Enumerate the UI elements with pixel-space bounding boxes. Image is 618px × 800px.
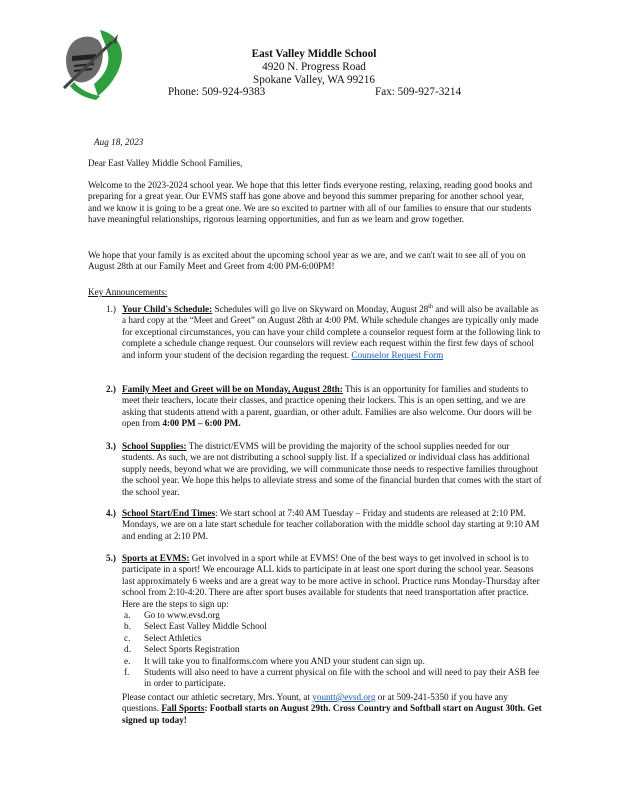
step-text: Select Athletics (144, 632, 202, 643)
school-logo (60, 26, 128, 100)
step-letter: a. (124, 610, 131, 621)
announcement-start-end-times (106, 508, 542, 542)
list-item (122, 633, 542, 644)
contact-text: or at 509-241-5350 if you have any questions. (122, 692, 508, 714)
step-letter: b. (124, 621, 131, 632)
fax-number: Fax: 509-927-3214 (375, 86, 462, 98)
meet-greet-hours: 4:00 PM – 6:00 PM. (162, 418, 241, 429)
step-letter: c. (124, 632, 131, 643)
step-letter: e. (124, 655, 131, 666)
item-title: School Supplies: (122, 441, 187, 451)
list-item (122, 644, 542, 655)
step-letter: d. (124, 644, 131, 655)
superscript: th (428, 303, 433, 310)
list-item (122, 667, 542, 690)
step-letter: f. (124, 667, 130, 678)
step-text: Go to www.evsd.org (144, 610, 220, 621)
item-number: 5.) (106, 553, 116, 563)
step-text: Students will also need to have a current physical on file with the school and will need to pay their ASB fee in order to participate. (144, 667, 540, 689)
sports-contact-paragraph (122, 692, 544, 726)
item-title: Sports at EVMS: (122, 553, 190, 563)
fall-sports-label: Fall Sports (161, 703, 205, 714)
welcome-paragraph: Welcome to the 2023-2024 school year. We hope that this letter finds everyone resting, relaxing, reading good books and preparing for a great year. Our EVMS staff has gone above and beyond this summer preparing for another school year, and we know it is going to be a great one. We are so excited to partner with all of our families to ensure that our students have meaningful relationships, rigorous learning opportunities, and fun as we learn and grow together. (88, 180, 533, 225)
contact-text: Please contact our athletic secretary, Mrs. Yount, at (122, 692, 313, 702)
item-title: Family Meet and Greet will be on Monday, August 28th: (122, 384, 343, 394)
announcement-meet-greet (106, 384, 542, 430)
item-number: 1.) (106, 304, 116, 314)
item-text: and will also be available as a hard copy at the “Meet and Greet” on August 28th at 4:00 PM. While schedule changes are typically only made for exceptional circumstances, you can have your child complete a counselor request form at the following link to complete a schedule change request. Our counselors will review each request within the first few days of school and inform your student of the decision regarding the request. (122, 304, 541, 360)
item-text: This is an opportunity for families and students to meet their teachers, locate their classes, and practice opening their lockers. This is an open setting, and we are asking that students attend with a parent, guardian, or other adult. Families are also welcome. Our doors will be open from (122, 384, 532, 429)
list-item (122, 656, 542, 667)
email-link[interactable]: yountt@evsd.org (312, 692, 376, 702)
item-text: Get involved in a sport while at EVMS! One of the best ways to get involved in school is to participate in a sport! We encourage ALL kids to participate in at least one sport during the school year. Seasons last approximately 6 weeks and are a great way to be more active in school. Practice runs Monday-Thursday after school from 2:10-4:20. There are after sport buses available for students that need transportation after practice. Here are the steps to sign up: (122, 553, 540, 609)
list-item (122, 621, 542, 632)
step-text: Select East Valley Middle School (144, 621, 267, 632)
list-item (122, 610, 542, 621)
announcement-supplies (106, 441, 542, 498)
meet-greet-paragraph: We hope that your family is as excited about the upcoming school year as we are, and we can't wait to see all of you on August 28th at our Family Meet and Greet from 4:00 PM-6:00PM! (88, 250, 526, 272)
step-text: Select Sports Registration (144, 644, 240, 655)
item-text: The district/EVMS will be providing the majority of the school supplies needed for our students. As such, we are not distributing a school supply list. If a specialized or individual class has additional supply needs, beyond what we are providing, we will communicate those needs to respective families throughout the school year. We hope this helps to alleviate stress and some of the financial burden that comes with the start of the school year. (122, 441, 542, 497)
key-announcements-heading: Key Announcements: (88, 287, 168, 297)
school-name: East Valley Middle School (251, 48, 377, 60)
item-text: Schedules will go live on Skyward on Monday, August 28 (212, 304, 429, 314)
greeting: Dear East Valley Middle School Families, (88, 158, 243, 168)
item-number: 3.) (106, 441, 116, 451)
phone-number: Phone: 509-924-9383 (168, 86, 266, 98)
signup-steps-list (122, 610, 542, 690)
item-title: School Start/End Times (122, 508, 216, 518)
address-line-2: Spokane Valley, WA 99216 (253, 74, 375, 86)
step-text: It will take you to finalforms.com where you AND your student can sign up. (144, 655, 425, 666)
announcement-schedule (106, 304, 542, 361)
fall-sports-text: : Football starts on August 29th. Cross Country and Softball start on August 30th. Get signed up today! (122, 703, 542, 725)
item-text: : We start school at 7:40 AM Tuesday – Friday and students are released at 2:10 PM. Mondays, we are on a late start schedule for teacher collaboration with the middle school day starting at 9:10 AM and ending at 2:10 PM. (122, 508, 540, 541)
counselor-request-link[interactable]: Counselor Request Form (351, 349, 444, 360)
letter-date: Aug 18, 2023 (94, 137, 144, 147)
announcement-sports (106, 553, 542, 690)
item-title: Your Child's Schedule: (122, 304, 213, 314)
item-number: 2.) (106, 384, 116, 394)
address-line-1: 4920 N. Progress Road (262, 61, 366, 73)
item-number: 4.) (106, 508, 116, 518)
